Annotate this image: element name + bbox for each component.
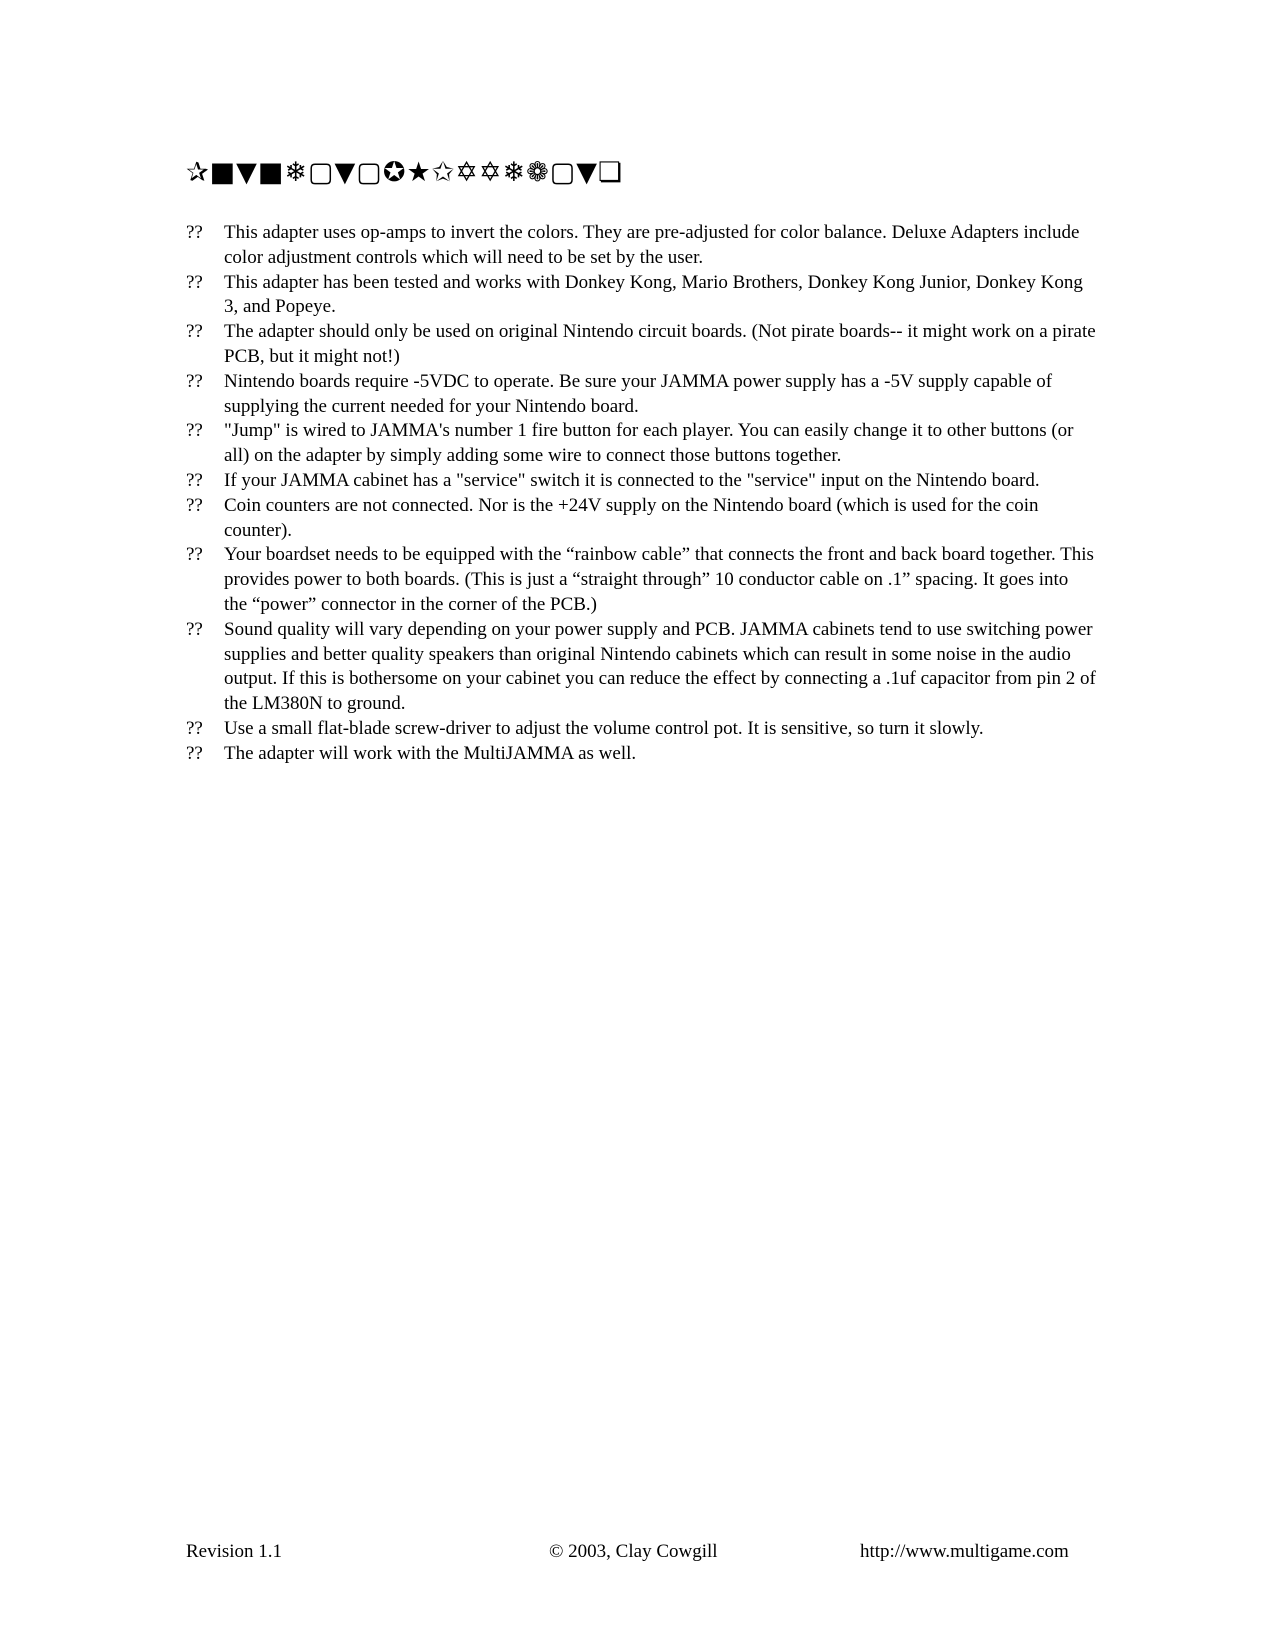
list-item <box>186 618 1096 717</box>
list-item <box>186 320 1096 370</box>
note-text: Sound quality will vary depending on your power supply and PCB. JAMMA cabinets tend to use switching power supplies and better quality speakers than original Nintendo cabinets which can result in some noise in the audio output. If this is bothersome on your cabinet you can reduce the effect by connecting a .1uf capacitor from pin 2 of the LM380N to ground. <box>224 618 1096 715</box>
note-text: Use a small flat-blade screw-driver to adjust the volume control pot. It is sensitive, so turn it slowly. <box>224 717 984 739</box>
note-text: Coin counters are not connected. Nor is the +24V supply on the Nintendo board (which is used for the coin counter). <box>224 494 1039 541</box>
note-text: If your JAMMA cabinet has a "service" switch it is connected to the "service" input on the Nintendo board. <box>224 469 1040 491</box>
bullet-marker: ?? <box>186 469 203 491</box>
bullet-marker: ?? <box>186 742 203 764</box>
bullet-marker: ?? <box>186 370 203 392</box>
list-item <box>186 717 1096 742</box>
bullet-marker: ?? <box>186 321 203 343</box>
note-text: This adapter has been tested and works with Donkey Kong, Mario Brothers, Donkey Kong Junior, Donkey Kong 3, and Popeye. <box>224 271 1083 318</box>
note-text: "Jump" is wired to JAMMA's number 1 fire button for each player. You can easily change it to other buttons (or all) on the adapter by simply adding some wire to connect those buttons together. <box>224 420 1074 467</box>
bullet-marker: ?? <box>186 544 203 566</box>
copyright-label: © 2003, Clay Cowgill <box>549 1541 718 1562</box>
list-item <box>186 494 1096 544</box>
bullet-marker: ?? <box>186 222 203 243</box>
bullet-marker: ?? <box>186 618 203 640</box>
bullet-marker: ?? <box>186 271 203 293</box>
notes-list <box>186 221 1096 767</box>
section-heading: ✰■▼■❄▢▼▢✪★✩✡✡❄❁▢▼❏ <box>186 157 624 188</box>
list-item <box>186 419 1096 469</box>
list-item <box>186 370 1096 420</box>
page-footer <box>0 1540 1275 1564</box>
bullet-marker: ?? <box>186 717 203 739</box>
bullet-marker: ?? <box>186 420 203 442</box>
bullet-marker: ?? <box>186 494 203 516</box>
list-item <box>186 543 1096 617</box>
note-text: The adapter will work with the MultiJAMMA as well. <box>224 742 637 764</box>
note-text: This adapter uses op-amps to invert the colors. They are pre-adjusted for color balance. Deluxe Adapters include color adjustment controls which will need to be set by the user. <box>224 222 1080 268</box>
website-url: http://www.multigame.com <box>860 1541 1069 1562</box>
list-item <box>186 742 1096 767</box>
list-item <box>186 271 1096 321</box>
note-text: Your boardset needs to be equipped with the “rainbow cable” that connects the front and back board together. This provides power to both boards. (This is just a “straight through” 10 conductor cable on .1” spacing. It goes into the “power” connector in the corner of the PCB.) <box>224 544 1094 615</box>
list-item <box>186 469 1096 494</box>
list-item <box>186 221 1096 271</box>
note-text: The adapter should only be used on original Nintendo circuit boards. (Not pirate boards-- it might work on a pirate PCB, but it might not!) <box>224 321 1096 367</box>
revision-label: Revision 1.1 <box>186 1541 283 1562</box>
note-text: Nintendo boards require -5VDC to operate. Be sure your JAMMA power supply has a -5V supply capable of supplying the current needed for your Nintendo board. <box>224 370 1053 417</box>
